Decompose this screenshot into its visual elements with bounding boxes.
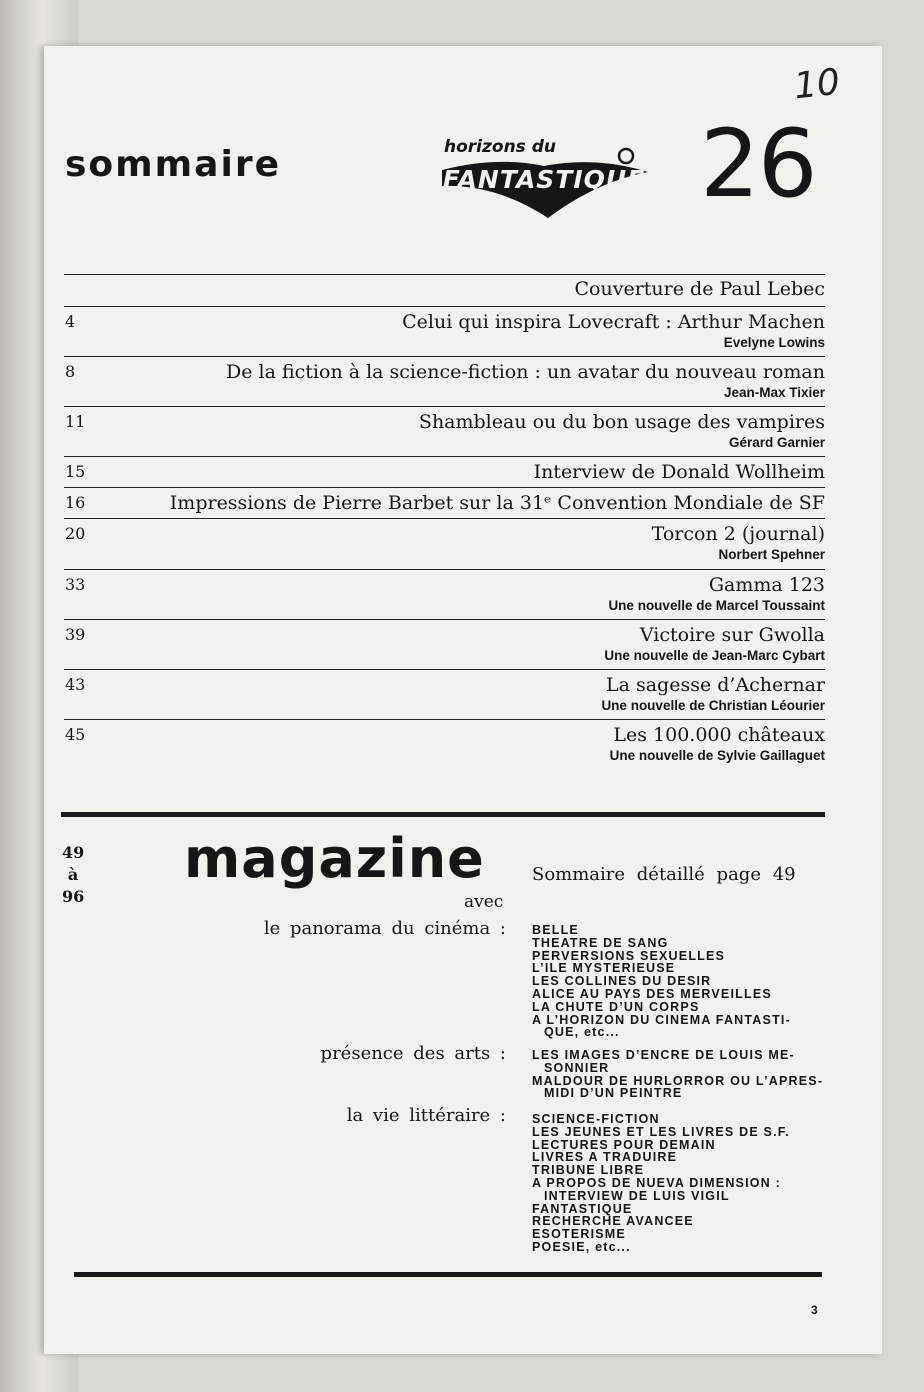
toc-author: Jean-Max Tixier bbox=[723, 385, 825, 400]
page-number: 3 bbox=[811, 1303, 818, 1317]
toc-entry bbox=[64, 619, 825, 669]
list-item: ALICE AU PAYS DES MERVEILLES bbox=[532, 986, 772, 1001]
list-item: INTERVIEW DE LUIS VIGIL bbox=[544, 1188, 730, 1203]
list-item: A L’HORIZON DU CINEMA FANTASTI- bbox=[532, 1012, 791, 1027]
toc-author: Gérard Garnier bbox=[728, 435, 825, 450]
toc-title: Interview de Donald Wollheim bbox=[533, 461, 825, 483]
toc-page-number: 33 bbox=[65, 575, 86, 594]
list-item: SCIENCE-FICTION bbox=[532, 1112, 660, 1126]
section-label-arts: présence des arts : bbox=[320, 1043, 506, 1064]
toc-author: Une nouvelle de Sylvie Gaillaguet bbox=[609, 748, 825, 763]
range-start: 49 bbox=[62, 843, 85, 862]
toc-page-number: 39 bbox=[65, 625, 86, 644]
toc-entry bbox=[64, 518, 825, 569]
section-list-cinema bbox=[532, 924, 832, 1039]
list-item: PERVERSIONS SEXUELLES bbox=[532, 948, 726, 963]
toc-page-number: 11 bbox=[65, 412, 86, 431]
section-label-cinema: le panorama du cinéma : bbox=[263, 918, 506, 939]
toc-title: Impressions de Pierre Barbet sur la 31ᵉ Convention Mondiale de SF bbox=[169, 492, 825, 514]
toc-entry bbox=[64, 356, 825, 406]
toc-page-number: 43 bbox=[65, 675, 86, 694]
list-item: POESIE, etc... bbox=[532, 1239, 631, 1254]
list-item: QUE, etc... bbox=[544, 1025, 620, 1040]
toc-author: Une nouvelle de Jean-Marc Cybart bbox=[604, 648, 825, 663]
logo-main-text: FANTASTIQUE bbox=[442, 165, 646, 194]
magazine-logo bbox=[436, 126, 651, 222]
list-item: MALDOUR DE HURLORROR OU L’APRES- bbox=[532, 1073, 824, 1088]
list-item: A PROPOS DE NUEVA DIMENSION : bbox=[532, 1175, 781, 1190]
issue-number: 26 bbox=[700, 110, 816, 219]
toc-entry bbox=[64, 487, 825, 518]
list-item: MIDI D’UN PEINTRE bbox=[544, 1086, 683, 1101]
toc-author: Norbert Spehner bbox=[718, 547, 825, 562]
toc-title: La sagesse d’Achernar bbox=[605, 674, 825, 696]
list-item: THEATRE DE SANG bbox=[532, 935, 669, 950]
toc-title: Torcon 2 (journal) bbox=[651, 523, 825, 545]
magazine-title: magazine bbox=[184, 827, 485, 890]
magazine-avec: avec bbox=[464, 892, 504, 912]
list-item: SONNIER bbox=[544, 1060, 610, 1075]
magazine-detail-note: Sommaire détaillé page 49 bbox=[532, 864, 796, 885]
list-item: FANTASTIQUE bbox=[532, 1201, 633, 1216]
toc-entry bbox=[64, 669, 825, 719]
toc-entry bbox=[64, 306, 825, 356]
list-item: BELLE bbox=[532, 923, 579, 937]
section-list-arts bbox=[532, 1049, 832, 1100]
section-list-litterature bbox=[532, 1113, 832, 1254]
toc-page-number: 45 bbox=[65, 725, 86, 744]
toc-title: De la fiction à la science-fiction : un avatar du nouveau roman bbox=[226, 361, 825, 383]
list-item: TRIBUNE LIBRE bbox=[532, 1163, 645, 1178]
toc-author: Une nouvelle de Christian Léourier bbox=[601, 698, 825, 713]
bottom-divider bbox=[74, 1272, 822, 1277]
list-item: RECHERCHE AVANCEE bbox=[532, 1214, 694, 1229]
magazine-page-range bbox=[62, 842, 84, 908]
list-item: LES COLLINES DU DESIR bbox=[532, 974, 712, 989]
toc-entry bbox=[64, 406, 825, 456]
toc-entry bbox=[64, 719, 825, 769]
toc-page-number: 4 bbox=[65, 312, 76, 331]
toc-title: Celui qui inspira Lovecraft : Arthur Machen bbox=[402, 311, 825, 333]
cover-credit: Couverture de Paul Lebec bbox=[64, 274, 825, 306]
list-item: LES IMAGES D’ENCRE DE LOUIS ME- bbox=[532, 1048, 795, 1062]
list-item: LES JEUNES ET LES LIVRES DE S.F. bbox=[532, 1124, 790, 1139]
list-item: LA CHUTE D’UN CORPS bbox=[532, 999, 700, 1014]
page-heading: sommaire bbox=[65, 144, 281, 185]
toc-title: Gamma 123 bbox=[708, 574, 825, 596]
range-end: 96 bbox=[62, 887, 85, 906]
list-item: L’ILE MYSTERIEUSE bbox=[532, 961, 676, 976]
toc-page-number: 20 bbox=[65, 524, 86, 543]
table-of-contents bbox=[64, 306, 825, 769]
logo-top-text: horizons du bbox=[444, 137, 556, 157]
section-divider bbox=[61, 812, 825, 817]
toc-entry bbox=[64, 569, 825, 619]
toc-entry bbox=[64, 456, 825, 487]
toc-author: Evelyne Lowins bbox=[723, 335, 825, 350]
toc-title: Victoire sur Gwolla bbox=[639, 624, 825, 646]
list-item: LECTURES POUR DEMAIN bbox=[532, 1137, 716, 1152]
toc-page-number: 8 bbox=[65, 362, 76, 381]
toc-title: Les 100.000 châteaux bbox=[613, 724, 825, 746]
contents-page bbox=[44, 46, 882, 1354]
range-separator: à bbox=[67, 865, 79, 884]
section-label-litterature: la vie littéraire : bbox=[346, 1105, 506, 1126]
toc-title: Shambleau ou du bon usage des vampires bbox=[418, 411, 825, 433]
toc-page-number: 15 bbox=[65, 462, 86, 481]
toc-author: Une nouvelle de Marcel Toussaint bbox=[608, 598, 825, 613]
toc-page-number: 16 bbox=[65, 493, 86, 512]
list-item: LIVRES A TRADUIRE bbox=[532, 1150, 678, 1165]
handwritten-number: 10 bbox=[791, 61, 842, 108]
list-item: ESOTERISME bbox=[532, 1227, 626, 1242]
